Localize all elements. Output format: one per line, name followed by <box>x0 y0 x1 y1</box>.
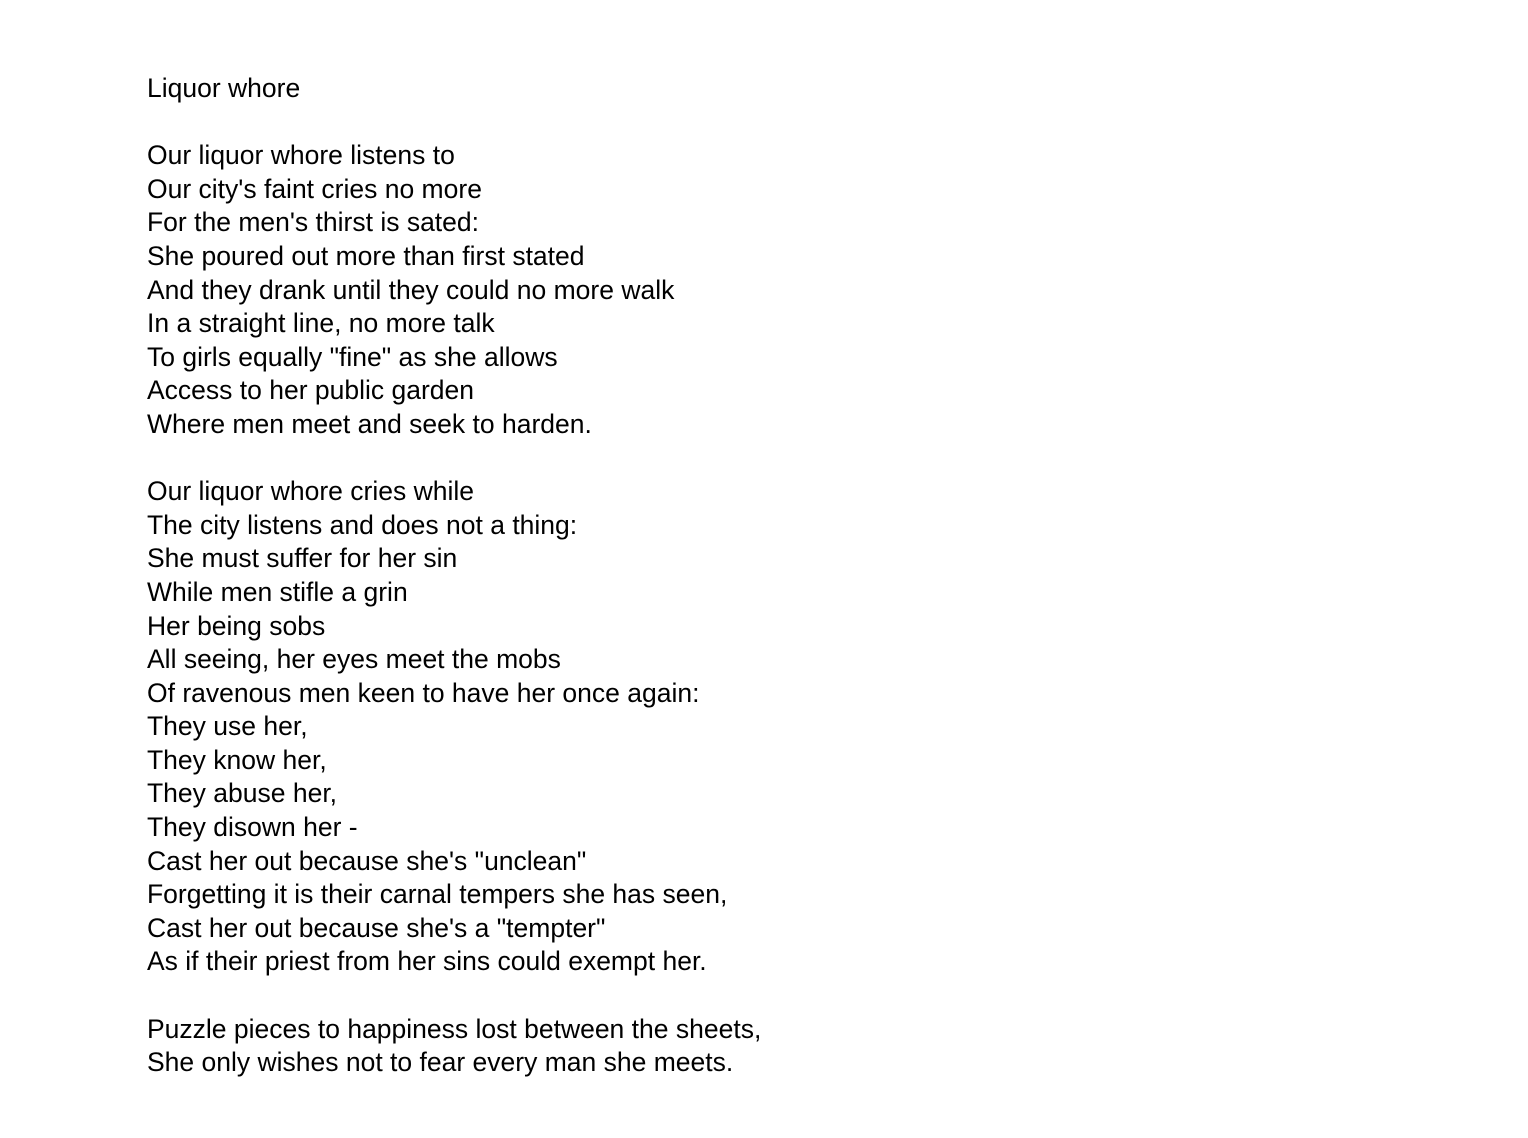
stanza-3 <box>147 1013 1447 1080</box>
document-page <box>147 72 1447 1080</box>
poem-title: Liquor whore <box>147 73 301 103</box>
poem-line: All seeing, her eyes meet the mobs <box>147 644 561 675</box>
poem-line: Our liquor whore listens to <box>147 140 455 171</box>
poem-line: In a straight line, no more talk <box>147 308 495 339</box>
poem-line: Her being sobs <box>147 610 326 641</box>
poem-line: They use her, <box>147 711 308 742</box>
poem-line: They abuse her, <box>147 778 338 809</box>
poem-line: Of ravenous men keen to have her once again: <box>147 677 700 708</box>
stanza-1 <box>147 139 1447 441</box>
poem-line: Where men meet and seek to harden. <box>147 408 592 439</box>
poem-line: Our liquor whore cries while <box>147 476 474 507</box>
poem-line: They disown her - <box>147 812 358 843</box>
poem-line: Puzzle pieces to happiness lost between the sheets, <box>147 1013 762 1044</box>
poem-line: Cast her out because she's "unclean" <box>147 845 587 876</box>
poem-line: She must suffer for her sin <box>147 543 458 574</box>
poem-line: She only wishes not to fear every man she meets. <box>147 1047 734 1078</box>
poem-line: Access to her public garden <box>147 375 475 406</box>
poem-line: She poured out more than first stated <box>147 240 585 271</box>
poem-line: To girls equally "fine" as she allows <box>147 341 558 372</box>
poem-line: Forgetting it is their carnal tempers she has seen, <box>147 879 728 910</box>
poem-line: Our city's faint cries no more <box>147 173 482 204</box>
poem-line: The city listens and does not a thing: <box>147 509 578 540</box>
poem-line: They know her, <box>147 744 327 775</box>
poem-line: While men stifle a grin <box>147 576 408 607</box>
poem-line: And they drank until they could no more walk <box>147 274 675 305</box>
poem-line: Cast her out because she's a "tempter" <box>147 912 606 943</box>
stanza-2 <box>147 475 1447 979</box>
poem-line: As if their priest from her sins could exempt her. <box>147 946 707 977</box>
poem-line: For the men's thirst is sated: <box>147 207 480 238</box>
